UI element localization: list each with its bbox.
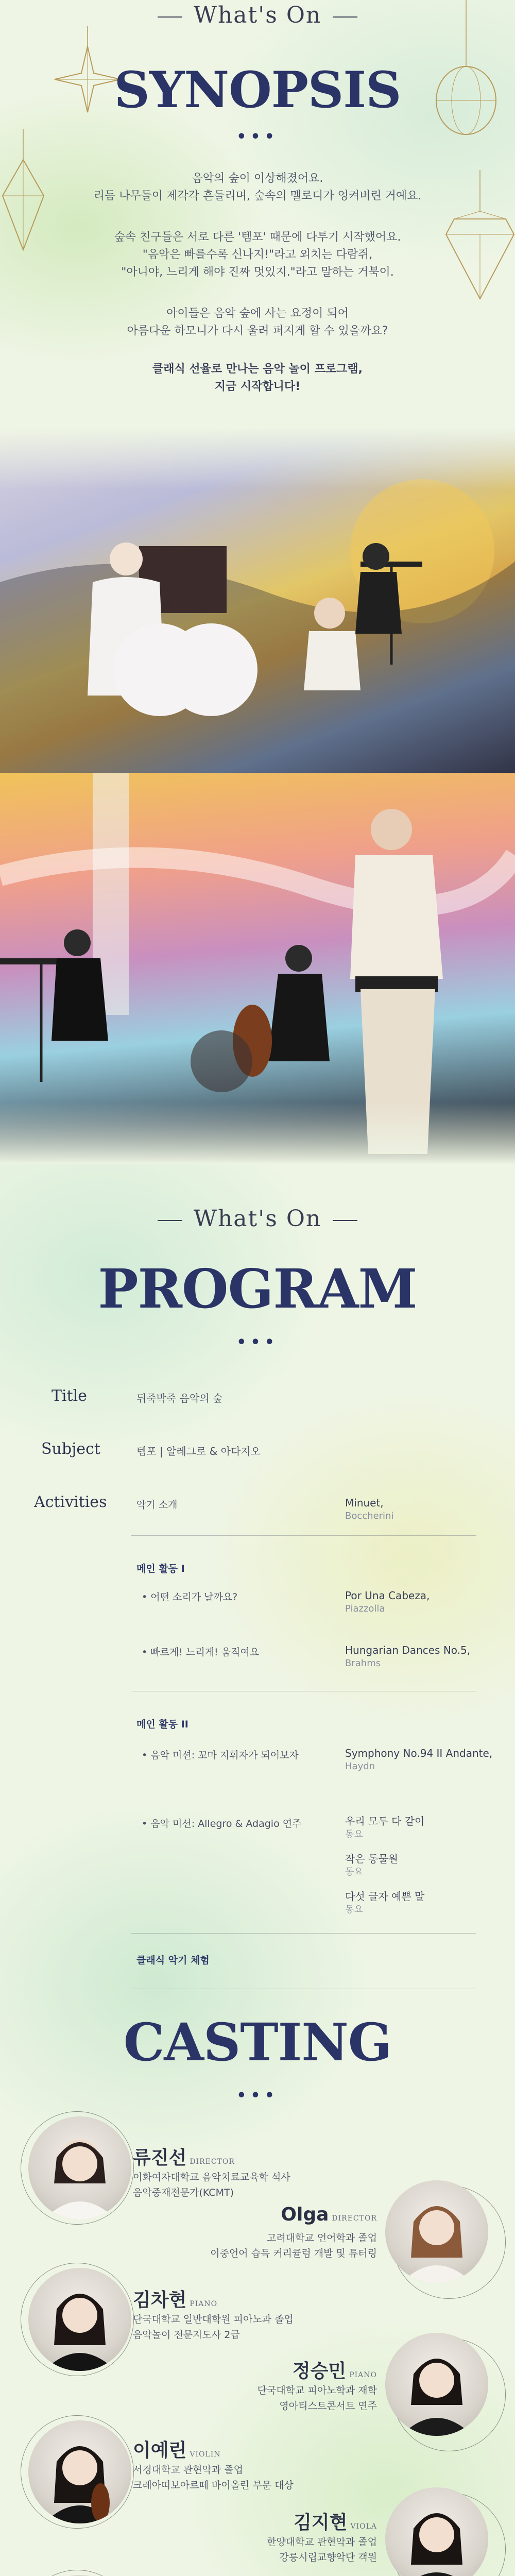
intro-piece-title: Minuet, [345, 1497, 384, 1509]
cast-name-text: 김차현 [133, 2290, 187, 2311]
avatar [385, 2333, 488, 2436]
cast-bio: 이중언어 습득 커리큘럼 개발 및 튜터링 [210, 2248, 377, 2259]
performance-photo-1 [0, 428, 515, 773]
portrait-icon [385, 2180, 488, 2283]
avatar [28, 2116, 131, 2219]
synopsis-paragraph-1 [0, 170, 515, 205]
piece-title: 작은 동물원 [345, 1853, 398, 1865]
synopsis-label-text: What's On [193, 2, 322, 28]
cast-name [133, 2436, 221, 2462]
main-activity-1-piece-2 [345, 1643, 470, 1670]
main-activity-2-item-1: • 음악 미션: 꼬마 지휘자가 되어보자 [142, 1750, 299, 1761]
piece-composer: 동요 [345, 1904, 363, 1915]
synopsis-line: 숲속 친구들은 서로 다른 '템포' 때문에 다투기 시작했어요. [114, 231, 401, 244]
piece-title: 다섯 글자 예쁜 말 [345, 1890, 425, 1903]
main-activity-1-item-2: • 빠르게! 느리게! 움직여요 [142, 1647, 260, 1658]
main-activity-2-piece-2a [345, 1815, 424, 1841]
synopsis-line: 지금 시작합니다! [214, 380, 301, 393]
synopsis-line: 리듬 나무들이 제각각 흔들리며, 숲속의 멜로디가 엉켜버린 거예요. [93, 190, 422, 202]
synopsis-paragraph-2 [0, 229, 515, 281]
main-activity-2-piece-1 [345, 1747, 492, 1773]
piece-title: Symphony No.94 II Andante, [345, 1747, 493, 1759]
casting-title: CASTING [123, 2012, 392, 2073]
main-activity-2-heading: 메인 활동 II [136, 1719, 188, 1730]
portrait-icon [385, 2333, 488, 2436]
cast-bio: 음악중재전문가(KCMT) [133, 2187, 234, 2198]
synopsis-line: "아니야, 느리게 해야 진짜 멋있지."라고 말하는 거북이. [121, 266, 394, 279]
cast-bio: 한양대학교 관현악과 졸업 [267, 2536, 377, 2548]
cast-bio: 단국대학교 피아노학과 재학 [257, 2385, 377, 2396]
cast-role: VIOLIN [190, 2450, 221, 2459]
piece-title: Hungarian Dances No.5, [345, 1644, 471, 1656]
portrait-icon [28, 2420, 131, 2523]
synopsis-paragraph-4 [0, 361, 515, 396]
cast-role: DIRECTOR [190, 2158, 235, 2166]
cast-name [281, 2204, 377, 2225]
synopsis-dots: ••• [236, 128, 279, 146]
program-title-label: Title [52, 1387, 88, 1405]
piece-composer: 동요 [345, 1867, 363, 1877]
intro-piece-composer: Boccherini [345, 1511, 394, 1521]
cast-role: PIANO [190, 2300, 218, 2308]
piece-composer: 동요 [345, 1829, 363, 1840]
program-label-text: What's On [193, 1206, 322, 1232]
program-title: PROGRAM [98, 1257, 417, 1320]
main-activity-1-heading: 메인 활동 I [136, 1563, 185, 1574]
cast-bio: 크레아띠보아르떼 바이올린 부문 대상 [133, 2480, 294, 2491]
avatar [385, 2180, 488, 2283]
piece-title: 우리 모두 다 같이 [345, 1815, 425, 1827]
performance-photo-1-scene [0, 428, 515, 773]
cast-name-text: 이예린 [133, 2440, 187, 2461]
cast-bio: 음악놀이 전문지도사 2급 [133, 2329, 240, 2341]
intro-activity: 악기 소개 [136, 1499, 178, 1511]
synopsis-section-label [0, 2, 515, 28]
program-activities-label: Activities [34, 1493, 107, 1511]
piece-composer: Piazzolla [345, 1603, 385, 1614]
cast-bio: 고려대학교 언어학과 졸업 [267, 2232, 377, 2244]
cast-name-text: Olga [281, 2204, 329, 2225]
cast-role: VIOLA [350, 2522, 377, 2531]
synopsis-line: "음악은 빠를수록 신나지!"라고 외치는 다람쥐, [142, 248, 373, 261]
piece-composer: Brahms [345, 1658, 381, 1669]
synopsis-paragraph-3 [0, 305, 515, 340]
main-activity-2-piece-2c [345, 1890, 424, 1917]
portrait-icon [28, 2116, 131, 2219]
program-title-value: 뒤죽박죽 음악의 숲 [136, 1392, 223, 1404]
program-section-label [0, 1206, 515, 1232]
casting-dots: ••• [236, 2087, 279, 2105]
cast-name [294, 2508, 377, 2534]
cast-bio: 단국대학교 일반대학원 피아노과 졸업 [133, 2314, 294, 2325]
avatar [28, 2268, 131, 2371]
piece-title: Por Una Cabeza, [345, 1589, 430, 1602]
synopsis-line: 아이들은 음악 숲에 사는 요정이 되어 [166, 307, 349, 320]
synopsis-line: 음악의 숲이 이상해졌어요. [192, 172, 323, 185]
program-subject-label: Subject [41, 1440, 100, 1458]
cast-name [133, 2143, 235, 2170]
main-activity-2-item-2: • 음악 미션: Allegro & Adagio 연주 [142, 1818, 302, 1829]
program-subject-value: 템포 | 알레그로 & 아다지오 [136, 1445, 261, 1458]
synopsis-line: 클래식 선율로 만나는 음악 놀이 프로그램, [152, 363, 363, 376]
cast-name-text: 김지현 [294, 2512, 348, 2533]
cast-bio: 강릉시립교향악단 객원 [279, 2552, 377, 2563]
synopsis-title: SYNOPSIS [114, 61, 401, 119]
portrait-icon [28, 2268, 131, 2371]
program-dots: ••• [236, 1333, 279, 1351]
cast-name-text: 류진선 [133, 2147, 187, 2168]
divider [131, 1535, 476, 1536]
performance-photo-2 [0, 773, 515, 1164]
main-activity-1-piece-1 [345, 1589, 430, 1616]
performance-photo-2-scene [0, 773, 515, 1164]
main-activity-2-piece-2b [345, 1852, 398, 1879]
main-activity-1-item-1: • 어떤 소리가 날까요? [142, 1591, 238, 1603]
cast-name [293, 2357, 377, 2383]
avatar [28, 2420, 131, 2523]
divider [131, 1933, 476, 1934]
synopsis-line: 아름다운 하모니가 다시 울려 퍼지게 할 수 있을까요? [127, 325, 388, 337]
cast-bio: 이화여자대학교 음악치료교육학 석사 [133, 2172, 290, 2183]
piece-composer: Haydn [345, 1761, 375, 1772]
cast-name-text: 정승민 [292, 2361, 347, 2382]
cast-name [133, 2285, 217, 2312]
intro-piece [345, 1496, 393, 1523]
cast-bio: 영아티스트콘서트 연주 [279, 2400, 377, 2412]
cast-role: DIRECTOR [332, 2214, 377, 2223]
cast-role: PIANO [349, 2371, 377, 2379]
cast-bio: 서경대학교 관현악과 졸업 [133, 2464, 243, 2476]
closing-activity: 클래식 악기 체험 [136, 1955, 210, 1966]
